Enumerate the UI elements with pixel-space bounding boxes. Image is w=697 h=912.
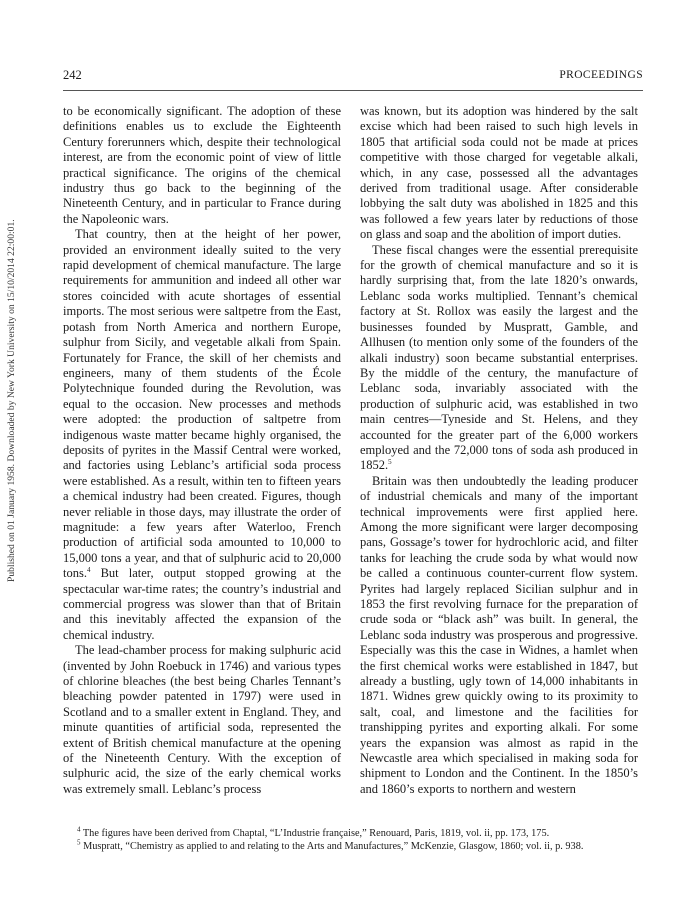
- footnote-5: [63, 838, 643, 854]
- header-rule: [63, 90, 643, 91]
- footnote-4-text: The figures have been derived from Chaptal, “L’Industrie française,” Renouard, Paris, 1819, vol. ii, pp. 173, 175.: [80, 828, 550, 839]
- footnote-5-text: Muspratt, “Chemistry as applied to and relating to the Arts and Manufactures,” McKenzie, Glasgow, 1860; vol. ii, p. 938.: [80, 840, 584, 852]
- footnotes: [63, 825, 643, 853]
- right-column: [360, 104, 638, 797]
- left-paragraph-3: The lead-chamber process for making sulphuric acid (invented by John Roebuck in 1746) and various types of chlorine bleaches (the best being Charles Tennant’s bleaching powder patented in 1797) were used in Scotland and to a smaller extent in England. They, and minute quantities of artificial soda, represented the extent of British chemical manufacture at the opening of the Nineteenth Century. With the exception of sulphuric acid, the size of the early chemical works was extremely small. Leblanc’s process: [63, 643, 341, 796]
- left-paragraph-2-text-b: But later, output stopped growing at the spectacular war-time rates; the country’s industrial and commercial progress was slower than that of Britain and this inevitably affected the expansion of the chemical industry.: [63, 566, 341, 642]
- footnote-5-mark: 5: [77, 838, 81, 847]
- footnote-4-mark: 4: [77, 825, 81, 834]
- right-paragraph-3: Britain was then undoubtedly the leading producer of industrial chemicals and many of the important technical improvements were first applied here. Among the more significant were larger decomposing pans, Gossage’s tower for hydrochloric acid, and filter tanks for leaching the crude soda by what would now be called a continuous counter-current flow system. Pyrites had largely replaced Sicilian sulphur and in 1853 the first revolving furnace for the preparation of crude soda or “black ash” was built. In general, the Leblanc soda industry was prosperous and progressive. Especially was this the case in Widnes, a hamlet when the first chemical works were established in 1847, but already a bustling, ugly town of 14,000 inhabitants in 1871. Widnes grew quickly owing to its proximity to salt, coal, and limestone and the facilities for transhipping pyrites and exporting alkali. For some years the expansion was almost as rapid in the Newcastle area which specialised in making soda for shipment to London and the Continent. In the 1850’s and 1860’s exports to northern and western: [360, 473, 638, 796]
- right-paragraph-1: was known, but its adoption was hindered by the salt excise which had been raised to such high levels in 1805 that artificial soda could not be made at prices competitive with those charged for vegetable alkali, which, in any case, possessed all the advantages derived from traditional usage. After considerable lobbying the salt duty was abolished in 1825 and this was followed a few years later by reductions of those on glass and soap and the abolition of import duties.: [360, 104, 638, 242]
- footnote-4: [63, 825, 643, 841]
- left-paragraph-2-text-a: That country, then at the height of her power, provided an environment ideally suited to the very rapid development of chemical manufacture. The large requirements for ammunition and indeed all other war stores coincided with acute shortages of essential imports. The most serious were saltpetre from the East, potash from North America and northern Europe, sulphur from Sicily, and vegetable alkali from Spain. Fortunately for France, the skill of her chemists and engineers, many of them students of the École Polytechnique founded during the Revolution, was equal to the occasion. New processes and methods were adopted: the production of saltpetre from indigenous waste matter became highly organised, the deposits of pyrites in the Massif Central were worked, and factories using Leblanc’s artificial soda process were established. As a result, within ten to fifteen years a chemical industry had been created. Figures, though never reliable in those days, may illustrate the order of magnitude: a few years after Waterloo, French production of artificial soda amounted to 10,000 to 15,000 tons a year, and that of sulphuric acid to 20,000 tons.: [63, 227, 341, 581]
- right-paragraph-2-text: These fiscal changes were the essential prerequisite for the growth of chemical manufacture and so it is hardly surprising that, from the late 1820’s onwards, Leblanc soda works multiplied. Tennant’s chemical factory at St. Rollox was easily the largest and the businesses founded by Muspratt, Gamble, and Allhusen (to mention only some of the founders of the alkali industry) soon became substantial enterprises. By the middle of the century, the manufacture of Leblanc soda, invariably associated with the production of sulphuric acid, was established in two main centres—Tyneside and St. Helens, and they accounted for the greater part of the 6,000 workers employed and the 72,000 tons of soda ash produced in 1852.: [360, 242, 638, 473]
- footnote-ref-4: 4: [86, 566, 91, 575]
- download-stamp: [4, 150, 18, 590]
- right-paragraph-2: [360, 243, 638, 474]
- download-stamp-text: Published on 01 January 1958. Downloaded by New York University on 15/10/2014 22:00:01.: [6, 219, 17, 582]
- page-number: 242: [63, 68, 82, 82]
- running-head: PROCEEDINGS: [559, 69, 643, 81]
- left-paragraph-1: to be economically significant. The adoption of these definitions enables us to exclude the Eighteenth Century forerunners which, despite their technological interest, are from the economic point of view of little practical significance. The origins of the chemical industry thus go back to the beginning of the Nineteenth Century, and in particular to France during the Napoleonic wars.: [63, 104, 341, 226]
- left-column: [63, 104, 341, 797]
- left-paragraph-2: [63, 227, 341, 643]
- footnote-ref-5: 5: [388, 458, 392, 467]
- page-header: [63, 68, 643, 90]
